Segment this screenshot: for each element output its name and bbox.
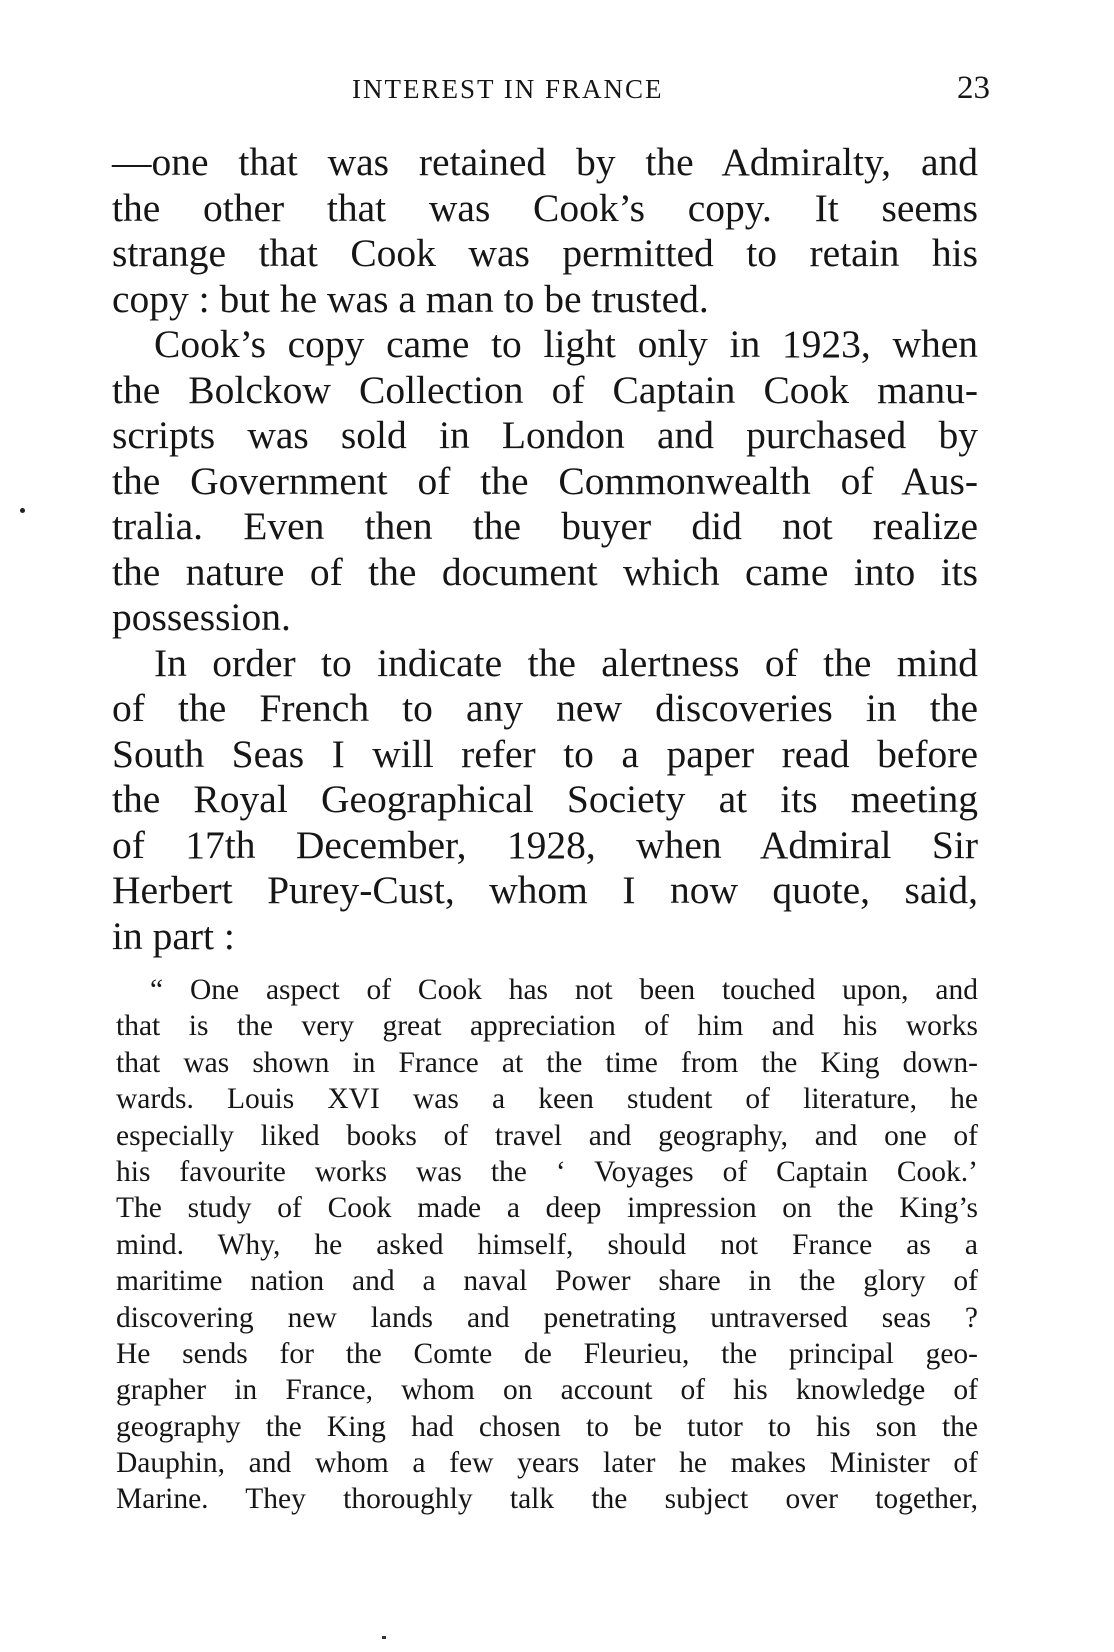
body-line: In order to indicate the alertness of the mind (154, 640, 978, 685)
chapter-title: INTEREST IN FRANCE (352, 74, 664, 104)
margin-speck (20, 508, 25, 513)
body-line: strange that Cook was permitted to retain his (112, 231, 978, 275)
body-line: the Bolckow Collection of Captain Cook manu- (112, 367, 978, 412)
quote-line: his favourite works was the ‘ Voyages of Captain Cook.’ (116, 1155, 978, 1188)
body-line: copy : but he was a man to be trusted. (112, 276, 709, 321)
bottom-speck (382, 1636, 386, 1639)
body-line: the Royal Geographical Society at its meeting (112, 777, 978, 821)
body-line: tralia. Even then the buyer did not realize (112, 504, 978, 548)
page-number: 23 (957, 70, 990, 106)
quote-line: especially liked books of travel and geography, and one of (116, 1119, 978, 1152)
body-line: scripts was sold in London and purchased by (112, 413, 978, 457)
body-line: of 17th December, 1928, when Admiral Sir (112, 822, 978, 867)
quote-line: He sends for the Comte de Fleurieu, the principal geo- (116, 1337, 978, 1370)
body-line: South Seas I will refer to a paper read before (112, 731, 978, 776)
quote-line: grapher in France, whom on account of his knowledge of (116, 1374, 978, 1407)
quote-line: “ One aspect of Cook has not been touched upon, and (150, 974, 978, 1006)
quote-line: discovering new lands and penetrating untraversed seas ? (116, 1301, 978, 1334)
quote-line: mind. Why, he asked himself, should not France as a (116, 1228, 978, 1261)
body-line: the other that was Cook’s copy. It seems (112, 185, 978, 230)
body-line: Herbert Purey-Cust, whom I now quote, said, (112, 868, 978, 912)
body-line: Cook’s copy came to light only in 1923, when (154, 322, 978, 366)
body-line: of the French to any new discoveries in the (112, 686, 978, 730)
body-line: —one that was retained by the Admiralty, and (112, 140, 978, 184)
body-line: possession. (112, 595, 291, 639)
body-line: the nature of the document which came into its (112, 549, 978, 594)
quote-line: Marine. They thoroughly talk the subject over together, (116, 1483, 978, 1516)
quote-line: geography the King had chosen to be tutor to his son the (116, 1410, 978, 1443)
quote-line: that was shown in France at the time from the King down- (116, 1046, 978, 1079)
body-text (112, 140, 978, 959)
block-quote (116, 972, 978, 1518)
quote-line: wards. Louis XVI was a keen student of literature, he (116, 1083, 978, 1116)
quote-line: Dauphin, and whom a few years later he makes Minister of (116, 1447, 978, 1480)
quote-line: that is the very great appreciation of him and his works (116, 1010, 978, 1043)
running-header (110, 66, 990, 106)
body-line: the Government of the Commonwealth of Aus- (112, 458, 978, 503)
body-line: in part : (112, 913, 235, 958)
quote-line: maritime nation and a naval Power share in the glory of (116, 1265, 978, 1298)
quote-line: The study of Cook made a deep impression on the King’s (116, 1192, 978, 1225)
